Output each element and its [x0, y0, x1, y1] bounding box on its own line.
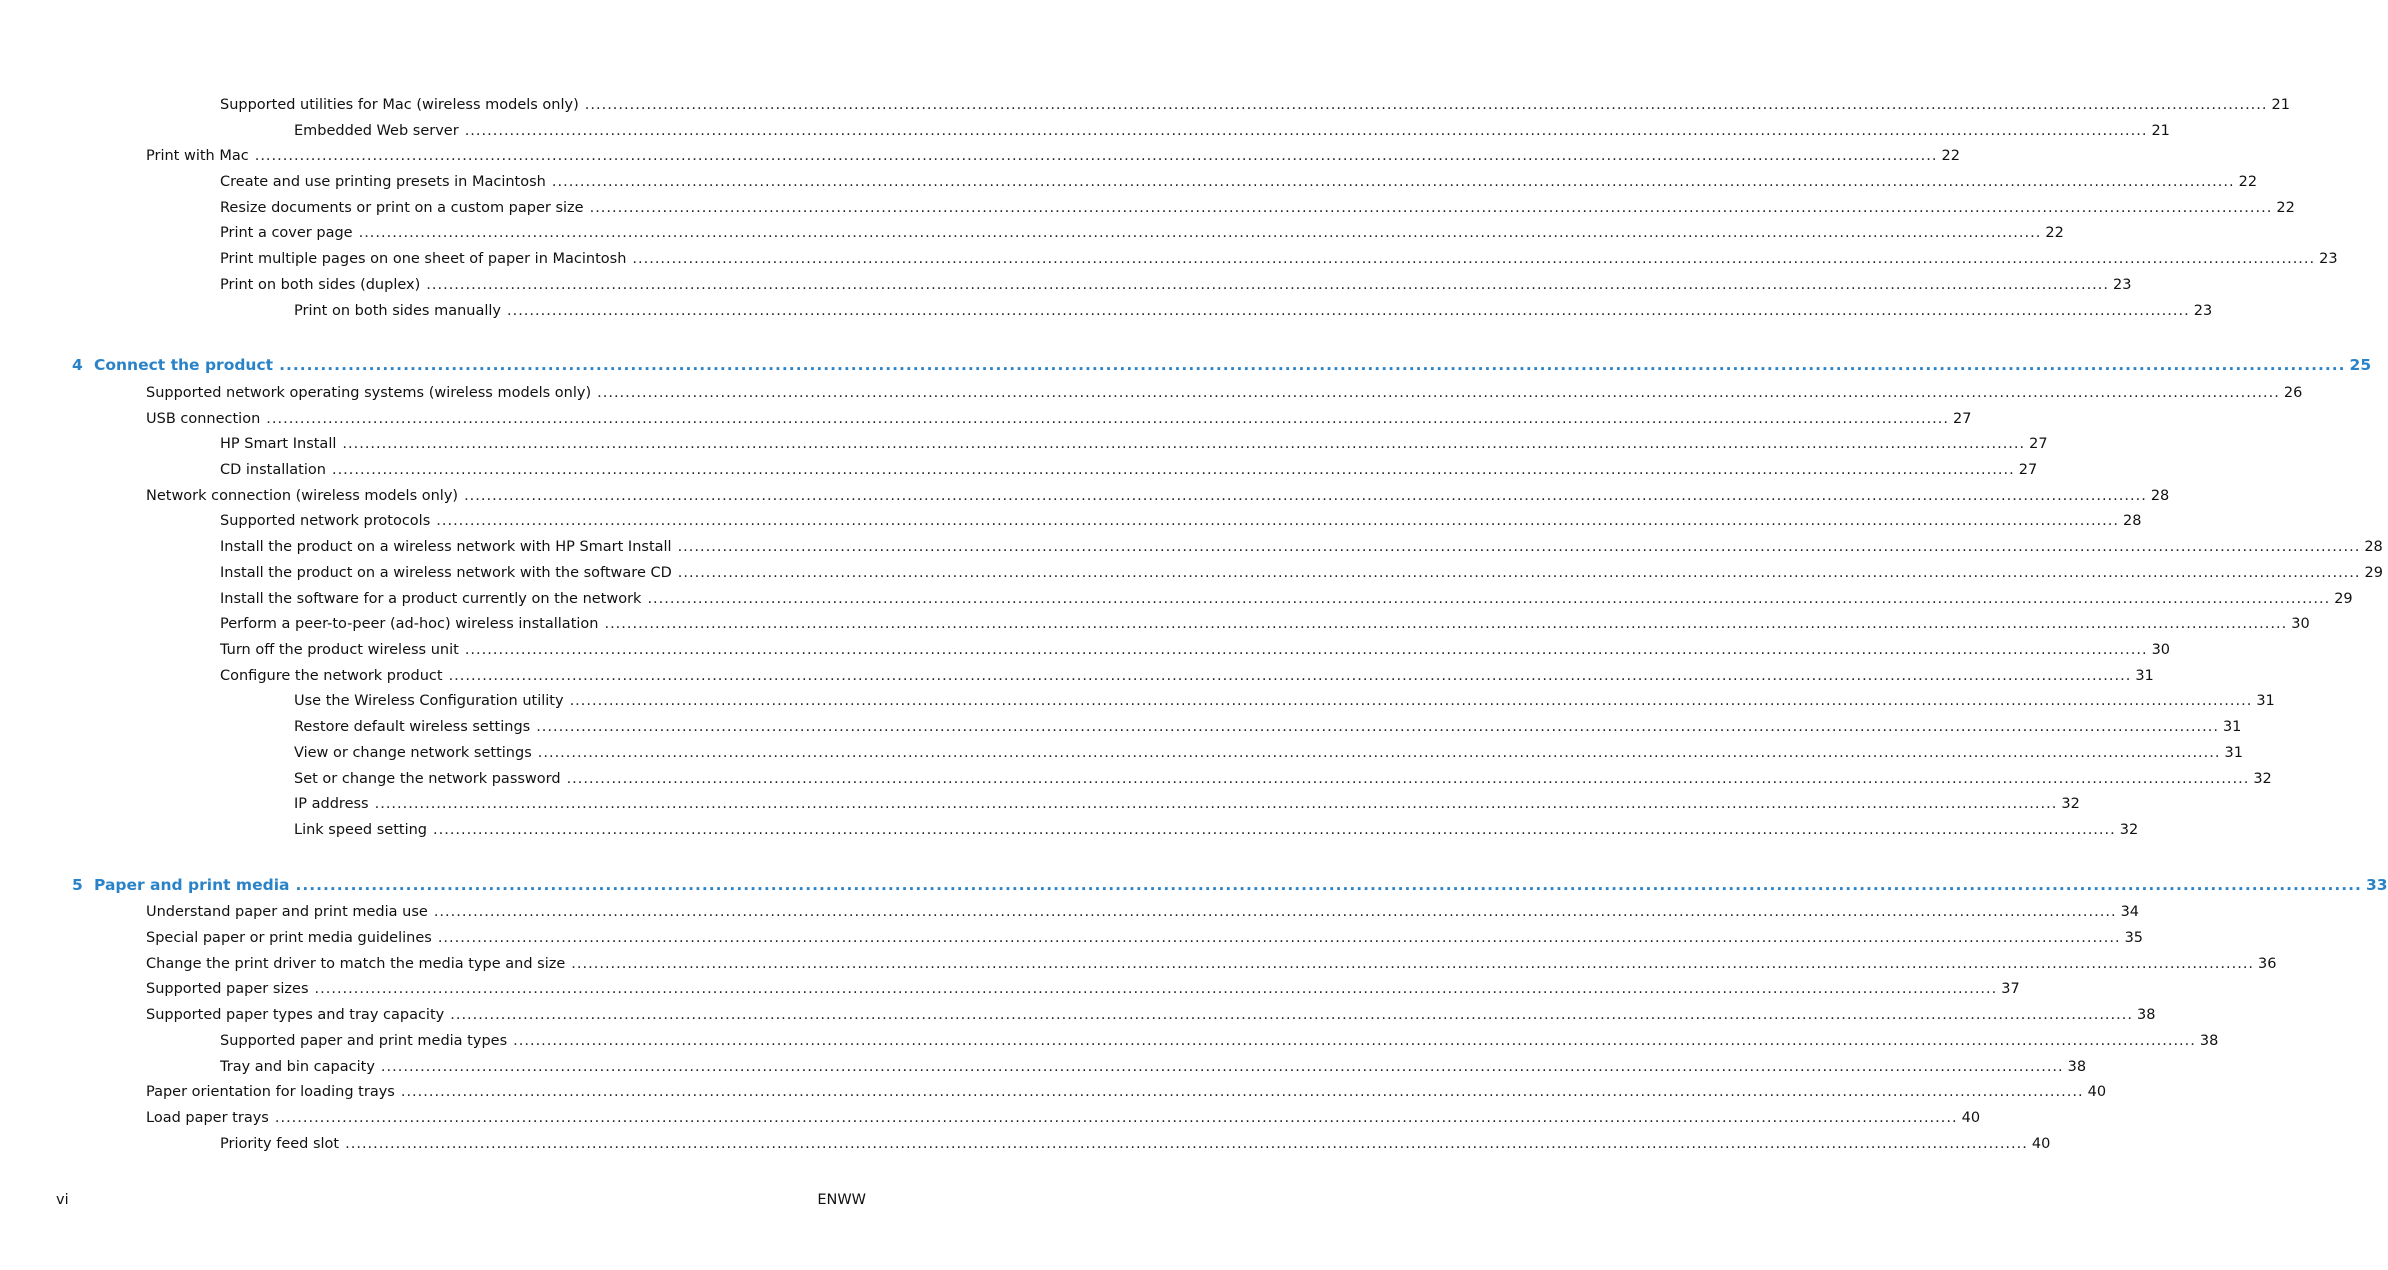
- toc-entry-title: Load paper trays: [146, 1110, 269, 1126]
- toc-entry[interactable]: [220, 1030, 2219, 1052]
- toc-entry[interactable]: [220, 536, 2383, 558]
- toc-entry-title: Change the print driver to match the media type and size: [146, 956, 566, 972]
- toc-entry-title: Supported network protocols: [220, 513, 431, 529]
- toc-entry-page: 30: [2151, 642, 2171, 658]
- toc-entry[interactable]: [294, 742, 2243, 764]
- toc-entry[interactable]: [146, 953, 2277, 975]
- toc-entry-title: [72, 354, 273, 376]
- toc-entry-title: Network connection (wireless models only): [146, 488, 459, 504]
- toc-entry[interactable]: [220, 171, 2258, 193]
- toc-entry[interactable]: [220, 1133, 2051, 1155]
- toc-entry-page: 28: [2123, 513, 2142, 529]
- toc-entry[interactable]: [146, 408, 1972, 430]
- toc-entry-page: 29: [2334, 591, 2353, 607]
- toc-entry-title: Link speed setting: [294, 822, 427, 838]
- toc-entry[interactable]: [294, 793, 2080, 815]
- toc-entry[interactable]: [220, 613, 2310, 635]
- toc-entry[interactable]: [220, 433, 2048, 455]
- toc-entry-title: Supported network operating systems (wireless models only): [146, 385, 592, 401]
- toc-entry-page: 30: [2291, 616, 2310, 632]
- dot-leader: ............................................................................................................................................................................................................................................................................................................: [506, 303, 2190, 319]
- toc-entry-page: 36: [2258, 956, 2277, 972]
- toc-entry-page: 40: [2031, 1136, 2051, 1152]
- dot-leader: ............................................................................................................................................................................................................................................................................................................: [597, 385, 2280, 401]
- toc-entry[interactable]: [220, 639, 2171, 661]
- toc-entry[interactable]: [220, 665, 2154, 687]
- dot-leader: ............................................................................................................................................................................................................................................................................................................: [584, 97, 2268, 113]
- toc-entry-title: [72, 874, 289, 896]
- toc-entry-title: Create and use printing presets in Macintosh: [220, 174, 546, 190]
- toc-entry-page: 31: [2256, 693, 2275, 709]
- toc-entry[interactable]: [146, 1004, 2156, 1026]
- dot-leader: ............................................................................................................................................................................................................................................................................................................: [380, 1059, 2064, 1075]
- dot-leader: ............................................................................................................................................................................................................................................................................................................: [464, 642, 2148, 658]
- toc-entry-title: Configure the network product: [220, 668, 443, 684]
- toc-entry-title: Supported paper sizes: [146, 981, 309, 997]
- toc-entry-title: Supported paper and print media types: [220, 1033, 508, 1049]
- toc-entry-title: View or change network settings: [294, 745, 532, 761]
- toc-entry-page: 29: [2364, 565, 2383, 581]
- toc-entry-title: Restore default wireless settings: [294, 719, 531, 735]
- toc-entry-page: 33: [2365, 876, 2388, 894]
- dot-leader: ............................................................................................................................................................................................................................................................................................................: [254, 148, 1938, 164]
- toc-entry-page: 21: [2271, 97, 2290, 113]
- toc-entry-page: 32: [2119, 822, 2139, 838]
- dot-leader: ............................................................................................................................................................................................................................................................................................................: [448, 668, 2132, 684]
- dot-leader: ............................................................................................................................................................................................................................................................................................................: [632, 251, 2316, 267]
- toc-entry[interactable]: [220, 1056, 2087, 1078]
- toc-entry-page: 23: [2319, 251, 2338, 267]
- dot-leader: ............................................................................................................................................................................................................................................................................................................: [295, 876, 2362, 894]
- toc-entry-page: 27: [2018, 462, 2038, 478]
- toc-entry-page: 35: [2124, 930, 2144, 946]
- toc-entry[interactable]: [146, 382, 2303, 404]
- toc-entry[interactable]: [146, 978, 2020, 1000]
- toc-entry-title: Understand paper and print media use: [146, 904, 428, 920]
- toc-entry-page: 34: [2120, 904, 2140, 920]
- toc-entry-page: 38: [2067, 1059, 2087, 1075]
- toc-entry[interactable]: [146, 927, 2144, 949]
- dot-leader: ............................................................................................................................................................................................................................................................................................................: [450, 1007, 2133, 1023]
- dot-leader: ............................................................................................................................................................................................................................................................................................................: [426, 277, 2110, 293]
- toc-entry[interactable]: [146, 1107, 1981, 1129]
- toc-entry-title: Priority feed slot: [220, 1136, 340, 1152]
- dot-leader: ............................................................................................................................................................................................................................................................................................................: [569, 693, 2253, 709]
- chapter-number: 4: [72, 356, 83, 374]
- toc-entry[interactable]: [294, 300, 2213, 322]
- toc-entry-page: 37: [2001, 981, 2020, 997]
- toc-entry[interactable]: [146, 901, 2140, 923]
- toc-entry-title: Special paper or print media guidelines: [146, 930, 432, 946]
- toc-entry-title: IP address: [294, 796, 369, 812]
- toc-entry[interactable]: [146, 145, 1960, 167]
- toc-entry-title: Supported paper types and tray capacity: [146, 1007, 445, 1023]
- chapter-title: Connect the product: [94, 356, 274, 374]
- toc-entry-title: Set or change the network password: [294, 771, 561, 787]
- dot-leader: ............................................................................................................................................................................................................................................................................................................: [374, 796, 2058, 812]
- dot-leader: ............................................................................................................................................................................................................................................................................................................: [464, 488, 2147, 504]
- toc-entry[interactable]: [220, 222, 2064, 244]
- toc-entry-title: USB connection: [146, 411, 261, 427]
- dot-leader: ............................................................................................................................................................................................................................................................................................................: [589, 200, 2273, 216]
- toc-entry-title: Use the Wireless Configuration utility: [294, 693, 564, 709]
- dot-leader: ............................................................................................................................................................................................................................................................................................................: [513, 1033, 2196, 1049]
- dot-leader: ............................................................................................................................................................................................................................................................................................................: [677, 565, 2361, 581]
- toc-entry-title: Resize documents or print on a custom paper size: [220, 200, 584, 216]
- toc-entry-title: Print multiple pages on one sheet of paper in Macintosh: [220, 251, 627, 267]
- dot-leader: ............................................................................................................................................................................................................................................................................................................: [551, 174, 2235, 190]
- toc-entry-page: 40: [1961, 1110, 1981, 1126]
- dot-leader: ............................................................................................................................................................................................................................................................................................................: [536, 719, 2219, 735]
- dot-leader: ............................................................................................................................................................................................................................................................................................................: [345, 1136, 2028, 1152]
- toc-entry-page: 23: [2113, 277, 2132, 293]
- dot-leader: ............................................................................................................................................................................................................................................................................................................: [566, 771, 2250, 787]
- dot-leader: ............................................................................................................................................................................................................................................................................................................: [433, 822, 2116, 838]
- toc-entry[interactable]: [146, 1081, 2107, 1103]
- dot-leader: ............................................................................................................................................................................................................................................................................................................: [437, 930, 2121, 946]
- toc-entry[interactable]: [294, 690, 2275, 712]
- toc-entry-page: 31: [2224, 745, 2243, 761]
- toc-entry-title: Print on both sides (duplex): [220, 277, 421, 293]
- toc-entry-page: 27: [1953, 411, 1972, 427]
- dot-leader: ............................................................................................................................................................................................................................................................................................................: [433, 904, 2117, 920]
- footer-label: ENWW: [817, 1192, 866, 1208]
- toc-entry-title: Perform a peer-to-peer (ad-hoc) wireless installation: [220, 616, 599, 632]
- toc-entry[interactable]: [294, 768, 2272, 790]
- toc-entry-title: Install the product on a wireless network with HP Smart Install: [220, 539, 672, 555]
- page-number: vi: [56, 1192, 69, 1208]
- dot-leader: ............................................................................................................................................................................................................................................................................................................: [400, 1084, 2084, 1100]
- chapter-entry[interactable]: [72, 874, 2388, 896]
- toc-entry-page: 27: [2029, 436, 2048, 452]
- toc-entry-page: 40: [2087, 1084, 2107, 1100]
- toc-entry-page: 22: [1941, 148, 1960, 164]
- toc-entry-page: 22: [2045, 225, 2064, 241]
- dot-leader: ............................................................................................................................................................................................................................................................................................................: [436, 513, 2119, 529]
- toc-entry-title: Supported utilities for Mac (wireless models only): [220, 97, 579, 113]
- toc-entry-title: Embedded Web server: [294, 123, 459, 139]
- toc-entry-title: HP Smart Install: [220, 436, 337, 452]
- toc-entry-page: 22: [2238, 174, 2258, 190]
- toc-entry-page: 31: [2135, 668, 2154, 684]
- toc-entry-title: Print with Mac: [146, 148, 249, 164]
- toc-entry-title: Turn off the product wireless unit: [220, 642, 459, 658]
- dot-leader: ............................................................................................................................................................................................................................................................................................................: [279, 356, 2346, 374]
- dot-leader: ............................................................................................................................................................................................................................................................................................................: [274, 1110, 1958, 1126]
- dot-leader: ............................................................................................................................................................................................................................................................................................................: [647, 591, 2331, 607]
- toc-entry-page: 23: [2193, 303, 2213, 319]
- toc-entry-page: 28: [2364, 539, 2383, 555]
- toc-entry[interactable]: [220, 94, 2290, 116]
- toc-entry[interactable]: [294, 120, 2170, 142]
- toc-entry[interactable]: [220, 274, 2132, 296]
- toc-entry-page: 32: [2253, 771, 2272, 787]
- dot-leader: ............................................................................................................................................................................................................................................................................................................: [331, 462, 2015, 478]
- toc-entry[interactable]: [220, 588, 2353, 610]
- toc-entry-page: 38: [2199, 1033, 2219, 1049]
- toc-entry-page: 26: [2283, 385, 2303, 401]
- dot-leader: ............................................................................................................................................................................................................................................................................................................: [314, 981, 1998, 997]
- toc-entry-title: Paper orientation for loading trays: [146, 1084, 395, 1100]
- toc-entry-page: 32: [2061, 796, 2080, 812]
- toc-entry[interactable]: [220, 248, 2338, 270]
- chapter-entry[interactable]: [72, 354, 2372, 376]
- dot-leader: ............................................................................................................................................................................................................................................................................................................: [266, 411, 1950, 427]
- toc-entry[interactable]: [220, 562, 2383, 584]
- toc-entry-page: 22: [2276, 200, 2295, 216]
- toc-entry[interactable]: [146, 485, 2170, 507]
- toc-entry[interactable]: [220, 510, 2142, 532]
- dot-leader: ............................................................................................................................................................................................................................................................................................................: [358, 225, 2042, 241]
- toc-entry-page: 25: [2349, 356, 2372, 374]
- toc-entry-page: 38: [2136, 1007, 2156, 1023]
- toc-entry-title: Install the product on a wireless network with the software CD: [220, 565, 672, 581]
- dot-leader: ............................................................................................................................................................................................................................................................................................................: [604, 616, 2288, 632]
- dot-leader: ............................................................................................................................................................................................................................................................................................................: [464, 123, 2148, 139]
- dot-leader: ............................................................................................................................................................................................................................................................................................................: [571, 956, 2255, 972]
- dot-leader: ............................................................................................................................................................................................................................................................................................................: [342, 436, 2026, 452]
- toc-entry[interactable]: [294, 819, 2139, 841]
- chapter-number: 5: [72, 876, 83, 894]
- dot-leader: ............................................................................................................................................................................................................................................................................................................: [537, 745, 2221, 761]
- toc-entry-page: 31: [2222, 719, 2242, 735]
- toc-entry[interactable]: [294, 716, 2242, 738]
- chapter-title: Paper and print media: [94, 876, 290, 894]
- toc-entry[interactable]: [220, 197, 2295, 219]
- toc-entry[interactable]: [220, 459, 2038, 481]
- toc-entry-title: Install the software for a product currently on the network: [220, 591, 642, 607]
- toc-entry-title: CD installation: [220, 462, 326, 478]
- toc-entry-title: Print a cover page: [220, 225, 353, 241]
- toc-entry-title: Tray and bin capacity: [220, 1059, 375, 1075]
- toc-entry-title: Print on both sides manually: [294, 303, 501, 319]
- dot-leader: ............................................................................................................................................................................................................................................................................................................: [677, 539, 2361, 555]
- toc-entry-page: 28: [2150, 488, 2170, 504]
- toc-entry-page: 21: [2151, 123, 2170, 139]
